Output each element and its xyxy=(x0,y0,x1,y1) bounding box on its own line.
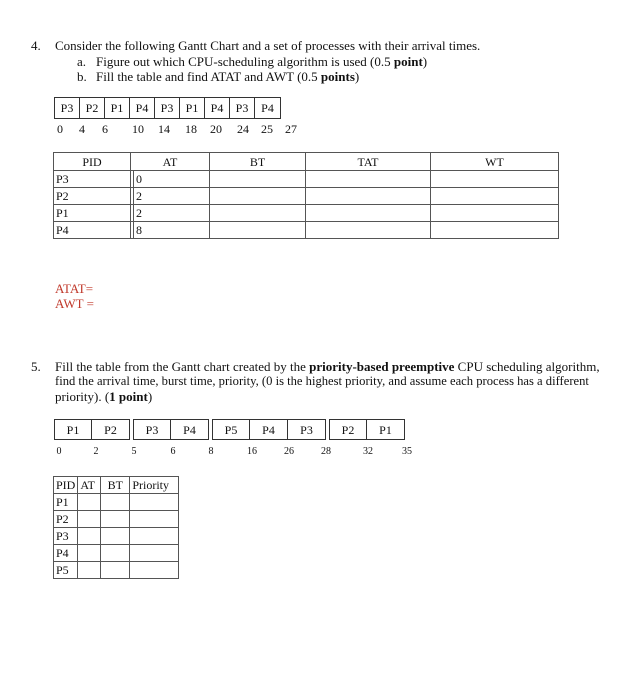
q5-text-1: Fill the table from the Gantt chart created by the xyxy=(55,359,310,374)
table-row xyxy=(54,222,559,239)
q5-gantt-cell: P5 xyxy=(212,419,250,440)
q5-gantt-time: 0 xyxy=(56,446,62,457)
q4-gantt-time: 4 xyxy=(79,122,85,136)
pid-cell: P5 xyxy=(54,562,78,579)
pid-cell: P4 xyxy=(54,545,78,562)
priority-cell[interactable] xyxy=(130,511,179,528)
q4-gantt-cell: P3 xyxy=(230,98,255,118)
q5-line-1 xyxy=(55,359,600,374)
at-cell[interactable]: 0 xyxy=(131,171,210,188)
at-cell[interactable] xyxy=(78,511,101,528)
q5-gantt-cell: P4 xyxy=(250,419,288,440)
col-header-pid: PID xyxy=(54,153,131,171)
bt-cell[interactable] xyxy=(101,545,130,562)
tat-cell[interactable] xyxy=(306,222,431,239)
q4-gantt-time: 14 xyxy=(158,122,170,136)
pid-cell: P3 xyxy=(54,528,78,545)
q4-gantt-cell: P4 xyxy=(205,98,230,118)
q4-gantt-cell: P1 xyxy=(180,98,205,118)
at-cell[interactable] xyxy=(78,494,101,511)
q5-line-3-start: priority). ( xyxy=(55,389,110,404)
q5-line-3-bold: 1 point xyxy=(109,389,148,404)
q5-text-2: CPU scheduling algorithm, xyxy=(454,359,600,374)
table-row xyxy=(54,188,559,205)
table-row xyxy=(54,205,559,222)
q5-line-3-end: ) xyxy=(147,389,153,404)
q4-gantt-time: 10 xyxy=(132,122,144,136)
q5-gantt-cell: P3 xyxy=(288,419,326,440)
q4-gantt-time: 6 xyxy=(102,122,108,136)
q5-process-table xyxy=(53,476,179,579)
q5-text-bold: priority-based preemptive xyxy=(309,359,455,374)
pid-cell: P3 xyxy=(54,171,131,188)
bt-cell[interactable] xyxy=(210,222,306,239)
bt-cell[interactable] xyxy=(101,562,130,579)
table-row xyxy=(54,171,559,188)
q4-title: Consider the following Gantt Chart and a set of processes with their arrival times. xyxy=(55,38,481,53)
tat-cell[interactable] xyxy=(306,205,431,222)
q4-gantt-time: 25 xyxy=(261,122,273,136)
pid-cell: P2 xyxy=(54,188,131,205)
pid-cell: P1 xyxy=(54,205,131,222)
tat-cell[interactable] xyxy=(306,188,431,205)
table-row xyxy=(54,545,179,562)
q4-part-b-text: Fill the table and find ATAT and AWT (0.5 xyxy=(96,69,321,84)
table-row xyxy=(54,511,179,528)
q5-gantt-time: 6 xyxy=(170,446,176,457)
q5-line-2: find the arrival time, burst time, priority, (0 is the highest priority, and assume each process has a different xyxy=(55,374,589,388)
q4-number: 4. xyxy=(31,38,41,53)
q5-gantt-time: 5 xyxy=(131,446,137,457)
col-header-bt: BT xyxy=(101,477,130,494)
priority-cell[interactable] xyxy=(130,494,179,511)
wt-cell[interactable] xyxy=(431,188,559,205)
col-header-pid: PID xyxy=(54,477,78,494)
bt-cell[interactable] xyxy=(210,205,306,222)
col-header-at: AT xyxy=(78,477,101,494)
q5-gantt-time: 2 xyxy=(93,446,99,457)
q4-part-a-end: ) xyxy=(422,54,428,69)
q5-gantt-cell: P1 xyxy=(54,419,92,440)
q4-part-b-label: b. xyxy=(77,69,87,84)
q4-part-a-label: a. xyxy=(77,54,87,69)
awt-label: AWT = xyxy=(55,296,94,311)
q4-part-a-text: Figure out which CPU-scheduling algorithm is used (0.5 xyxy=(96,54,394,69)
table-row xyxy=(54,494,179,511)
q4-part-a xyxy=(96,54,427,69)
tat-cell[interactable] xyxy=(306,171,431,188)
at-cell[interactable]: 2 xyxy=(131,205,210,222)
bt-cell[interactable] xyxy=(210,171,306,188)
q4-part-b-end: ) xyxy=(354,69,360,84)
q5-gantt-cell: P2 xyxy=(329,419,367,440)
pid-cell: P1 xyxy=(54,494,78,511)
at-cell[interactable]: 8 xyxy=(131,222,210,239)
q5-gantt-cell: P2 xyxy=(92,419,130,440)
q4-gantt-cell: P1 xyxy=(105,98,130,118)
q5-line-3 xyxy=(55,389,152,404)
q4-gantt-cell: P2 xyxy=(80,98,105,118)
col-header-priority: Priority xyxy=(130,477,179,494)
col-header-at: AT xyxy=(131,153,210,171)
wt-cell[interactable] xyxy=(431,222,559,239)
table-header-row xyxy=(54,153,559,171)
q5-gantt-time: 8 xyxy=(208,446,214,457)
q4-gantt-cell: P3 xyxy=(55,98,80,118)
table-header-row xyxy=(54,477,179,494)
priority-cell[interactable] xyxy=(130,528,179,545)
col-header-tat: TAT xyxy=(306,153,431,171)
q4-gantt-time: 18 xyxy=(185,122,197,136)
bt-cell[interactable] xyxy=(210,188,306,205)
bt-cell[interactable] xyxy=(101,528,130,545)
q4-gantt-cell: P4 xyxy=(130,98,155,118)
at-cell[interactable] xyxy=(78,545,101,562)
q5-gantt-time: 16 xyxy=(247,446,257,457)
q4-part-b-bold: points xyxy=(320,69,355,84)
q5-gantt-cell: P4 xyxy=(171,419,209,440)
wt-cell[interactable] xyxy=(431,171,559,188)
wt-cell[interactable] xyxy=(431,205,559,222)
table-row xyxy=(54,562,179,579)
at-cell[interactable] xyxy=(78,562,101,579)
at-cell[interactable] xyxy=(78,528,101,545)
q4-part-a-bold: point xyxy=(393,54,423,69)
q4-gantt-time: 24 xyxy=(237,122,249,136)
bt-cell[interactable] xyxy=(101,511,130,528)
q4-part-b xyxy=(96,69,359,84)
q4-gantt-time: 27 xyxy=(285,122,297,136)
q4-process-table xyxy=(53,152,559,239)
q5-gantt-time: 35 xyxy=(402,446,412,457)
q5-gantt-cell: P3 xyxy=(133,419,171,440)
col-header-wt: WT xyxy=(431,153,559,171)
q4-gantt-cell: P4 xyxy=(261,101,274,115)
q5-gantt-chart xyxy=(54,419,405,440)
q4-gantt-chart xyxy=(54,97,281,119)
priority-cell[interactable] xyxy=(130,562,179,579)
col-header-bt: BT xyxy=(210,153,306,171)
at-cell[interactable]: 2 xyxy=(131,188,210,205)
pid-cell: P2 xyxy=(54,511,78,528)
q4-gantt-cell: P3 xyxy=(155,98,180,118)
q5-gantt-time: 32 xyxy=(363,446,373,457)
q4-gantt-time: 0 xyxy=(57,122,63,136)
table-row xyxy=(54,528,179,545)
priority-cell[interactable] xyxy=(130,545,179,562)
q5-gantt-cell: P1 xyxy=(367,419,405,440)
q5-gantt-time: 26 xyxy=(284,446,294,457)
q4-gantt-time: 20 xyxy=(210,122,222,136)
bt-cell[interactable] xyxy=(101,494,130,511)
atat-label: ATAT= xyxy=(55,281,94,296)
pid-cell: P4 xyxy=(54,222,131,239)
q5-gantt-time: 28 xyxy=(321,446,331,457)
q5-number: 5. xyxy=(31,359,41,374)
